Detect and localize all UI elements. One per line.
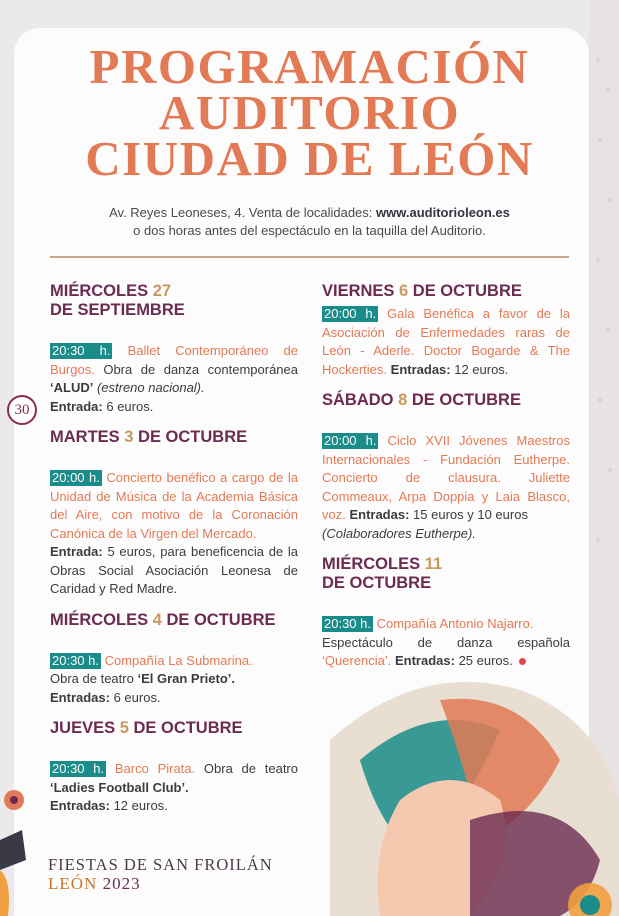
schedule-column-left: [50, 282, 298, 828]
event-price-label: Entradas:: [391, 653, 455, 668]
day-block-4-oct: [50, 611, 298, 708]
event-price-label: Entradas:: [50, 689, 110, 705]
event-title: Barco Pirata.: [106, 761, 196, 776]
day-block-27-sep: [50, 282, 298, 416]
schedule-column-right: [322, 282, 570, 683]
event-price-label: Entradas:: [50, 798, 110, 813]
event-price: 5 euros, para beneficencia de la Obras Social Asociación Leonesa de Caridad y Red Madre.: [50, 544, 298, 596]
event-price: 25 euros.: [454, 653, 513, 668]
footer-city: LEÓN: [48, 874, 98, 893]
event-price-label: Entradas:: [345, 507, 410, 522]
event-entry: [50, 342, 298, 416]
event-title: Concierto benéfico a cargo de la Unidad de Música de la Academia Básica del Aire, con motivo de la Coronación Canónica de la Virgen del Mercado.: [50, 470, 298, 541]
title-line-1: PROGRAMACIÓN: [89, 39, 530, 94]
event-entry: [50, 760, 298, 816]
day-heading: MIÉRCOLES 4 DE OCTUBRE: [50, 610, 276, 629]
event-price: 15 euros y 10 euros: [409, 507, 528, 522]
event-title: Gala Benéfica a favor de la Asociación de Enfermedades raras de León - Aderle. Doctor Bogarde & The Hockerties.: [322, 306, 570, 377]
event-price: 12 euros.: [450, 361, 509, 377]
day-block-5-oct: [50, 719, 298, 816]
day-block-6-oct: [322, 282, 570, 379]
page-title: [0, 39, 619, 186]
footer-line-2: [48, 874, 273, 893]
event-time-badge: 20:00 h.: [324, 433, 377, 448]
event-entry: [322, 305, 570, 379]
event-work: ‘El Gran Prieto’.: [137, 671, 235, 686]
event-description: Obra de teatro: [50, 671, 138, 686]
day-block-8-oct: [322, 391, 570, 543]
footer-line-1: FIESTAS DE SAN FROILÁN: [48, 855, 273, 874]
event-work: ‘ALUD’: [50, 380, 94, 395]
day-heading: VIERNES 6 DE OCTUBRE: [322, 282, 522, 300]
event-price-label: Entradas:: [387, 361, 451, 377]
event-description: Obra de teatro: [195, 761, 298, 776]
event-title: Compañía Antonio Najarro.: [373, 616, 534, 631]
title-line-2: AUDITORIO: [158, 85, 461, 140]
event-price: 6 euros.: [109, 689, 161, 705]
end-dot-icon: [519, 658, 526, 665]
day-block-3-oct: [50, 428, 298, 599]
venue-line-1: [0, 204, 619, 222]
title-line-3: CIUDAD DE LEÓN: [85, 131, 534, 186]
day-heading: JUEVES 5 DE OCTUBRE: [50, 719, 243, 737]
event-price: 12 euros.: [109, 798, 168, 813]
venue-address: Av. Reyes Leoneses, 4. Venta de localidades:: [109, 205, 377, 220]
event-title: Ballet Contemporáneo de Burgos.: [50, 343, 298, 377]
venue-info: [0, 204, 619, 240]
footer-brand: [48, 855, 273, 893]
day-block-11-oct: [322, 555, 570, 671]
day-heading: MARTES 3 DE OCTUBRE: [50, 428, 248, 446]
event-time-badge: 20:00 h.: [324, 306, 377, 321]
event-description: Espectáculo de danza española: [322, 634, 570, 650]
event-time-badge: 20:30 h.: [52, 652, 99, 668]
footer-year: 2023: [102, 874, 141, 893]
header-divider: [50, 256, 569, 258]
event-time-badge: 20:00 h.: [52, 470, 100, 485]
day-heading: MIÉRCOLES 27 DE SEPTIEMBRE: [50, 282, 185, 319]
event-time-badge: 20:30 h.: [324, 616, 371, 631]
event-entry: [322, 432, 570, 543]
venue-url-link[interactable]: www.auditorioleon.es: [376, 205, 510, 220]
event-price-label: Entrada:: [50, 398, 103, 414]
page-number-badge: 30: [7, 395, 37, 425]
event-time-badge: 20:30 h.: [52, 343, 111, 358]
event-entry: [50, 469, 298, 599]
event-description: Obra de danza contemporánea: [94, 361, 298, 377]
venue-line-2: o dos horas antes del espectáculo en la taquilla del Auditorio.: [133, 223, 486, 238]
event-work: ‘Querencia’.: [322, 653, 392, 668]
day-heading: SÁBADO 8 DE OCTUBRE: [322, 391, 521, 409]
event-note: (estreno nacional).: [93, 380, 205, 395]
event-work: ‘Ladies Football Club’.: [50, 779, 189, 795]
event-note: (Colaboradores Eutherpe).: [322, 525, 476, 541]
event-price: 6 euros.: [102, 398, 154, 414]
event-title: Compañía La Submarina.: [101, 652, 253, 668]
event-price-label: Entrada:: [50, 544, 103, 559]
day-heading: MIÉRCOLES 11 DE OCTUBRE: [322, 555, 443, 592]
event-title: Ciclo XVII Jóvenes Maestros Internacionales - Fundación Eutherpe. Concierto de clausura. Juliette Commeaux, Arpa Doppia y Laia Blasco, voz.: [322, 433, 570, 522]
event-entry: [322, 615, 570, 671]
event-time-badge: 20:30 h.: [52, 761, 105, 776]
event-entry: [50, 652, 298, 708]
